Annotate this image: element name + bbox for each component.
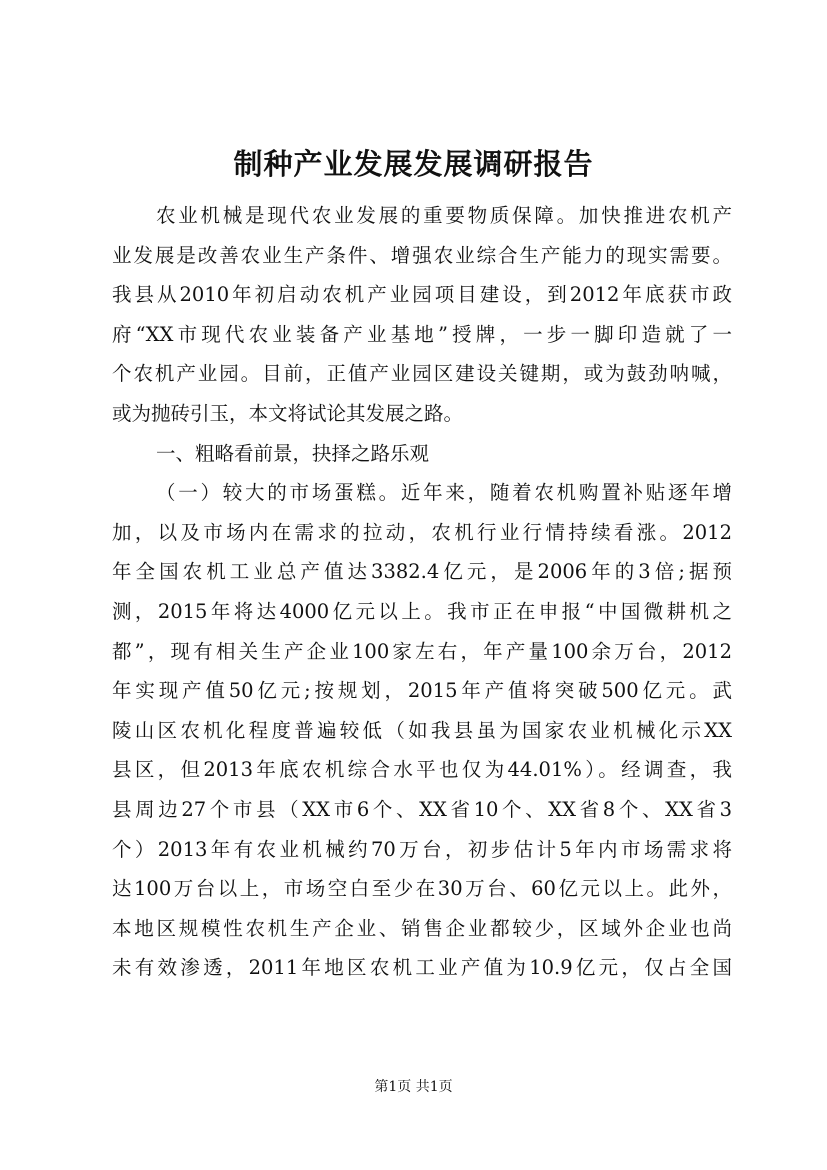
paragraph-line: 测，2015年将达4000亿元以上。我市正在申报“中国微耕机之 xyxy=(112,599,732,623)
paragraph-line: 达100万台以上，市场空白至少在30万台、60亿元以上。此外， xyxy=(112,877,732,901)
paragraph-line: 业发展是改善农业生产条件、增强农业综合生产能力的现实需要。 xyxy=(112,243,732,267)
section-heading: 一、粗略看前景，抉择之路乐观 xyxy=(156,441,430,465)
paragraph-line: 我县从2010年初启动农机产业园项目建设，到2012年底获市政 xyxy=(112,283,732,307)
paragraph-line: 县周边27个市县（XX市6个、XX省10个、XX省8个、XX省3 xyxy=(112,797,732,821)
paragraph-line: 府“XX市现代农业装备产业基地”授牌，一步一脚印造就了一 xyxy=(112,322,732,346)
paragraph-line: 个农机产业园。目前，正值产业园区建设关键期，或为鼓劲呐喊， xyxy=(112,362,732,386)
document-title: 制种产业发展发展调研报告 xyxy=(233,147,594,181)
paragraph-line: 本地区规模性农机生产企业、销售企业都较少，区域外企业也尚 xyxy=(112,916,732,940)
paragraph-line: 未有效渗透，2011年地区农机工业产值为10.9亿元，仅占全国 xyxy=(112,956,732,980)
paragraph-line: 加，以及市场内在需求的拉动，农机行业行情持续看涨。2012 xyxy=(112,520,732,544)
paragraph-line: 或为抛砖引玉，本文将试论其发展之路。 xyxy=(112,401,464,425)
paragraph-line: 年全国农机工业总产值达3382.4亿元，是2006年的3倍;据预 xyxy=(112,560,732,584)
paragraph-line: 都”，现有相关生产企业100家左右，年产量100余万台，2012 xyxy=(112,639,732,663)
paragraph-line: 农业机械是现代农业发展的重要物质保障。加快推进农机产 xyxy=(156,204,732,227)
paragraph-line: 县区，但2013年底农机综合水平也仅为44.01%）。经调查，我 xyxy=(112,758,732,782)
paragraph-line: 年实现产值50亿元;按规划，2015年产值将突破500亿元。武 xyxy=(112,679,732,703)
paragraph-line: 个）2013年有农业机械约70万台，初步估计5年内市场需求将 xyxy=(112,837,732,861)
paragraph-line: （一）较大的市场蛋糕。近年来，随着农机购置补贴逐年增 xyxy=(156,481,732,505)
page-number-footer: 第1页 共1页 xyxy=(374,1079,453,1095)
paragraph-line: 陵山区农机化程度普遍较低（如我县虽为国家农业机械化示XX xyxy=(112,718,732,742)
document-body xyxy=(112,196,732,988)
